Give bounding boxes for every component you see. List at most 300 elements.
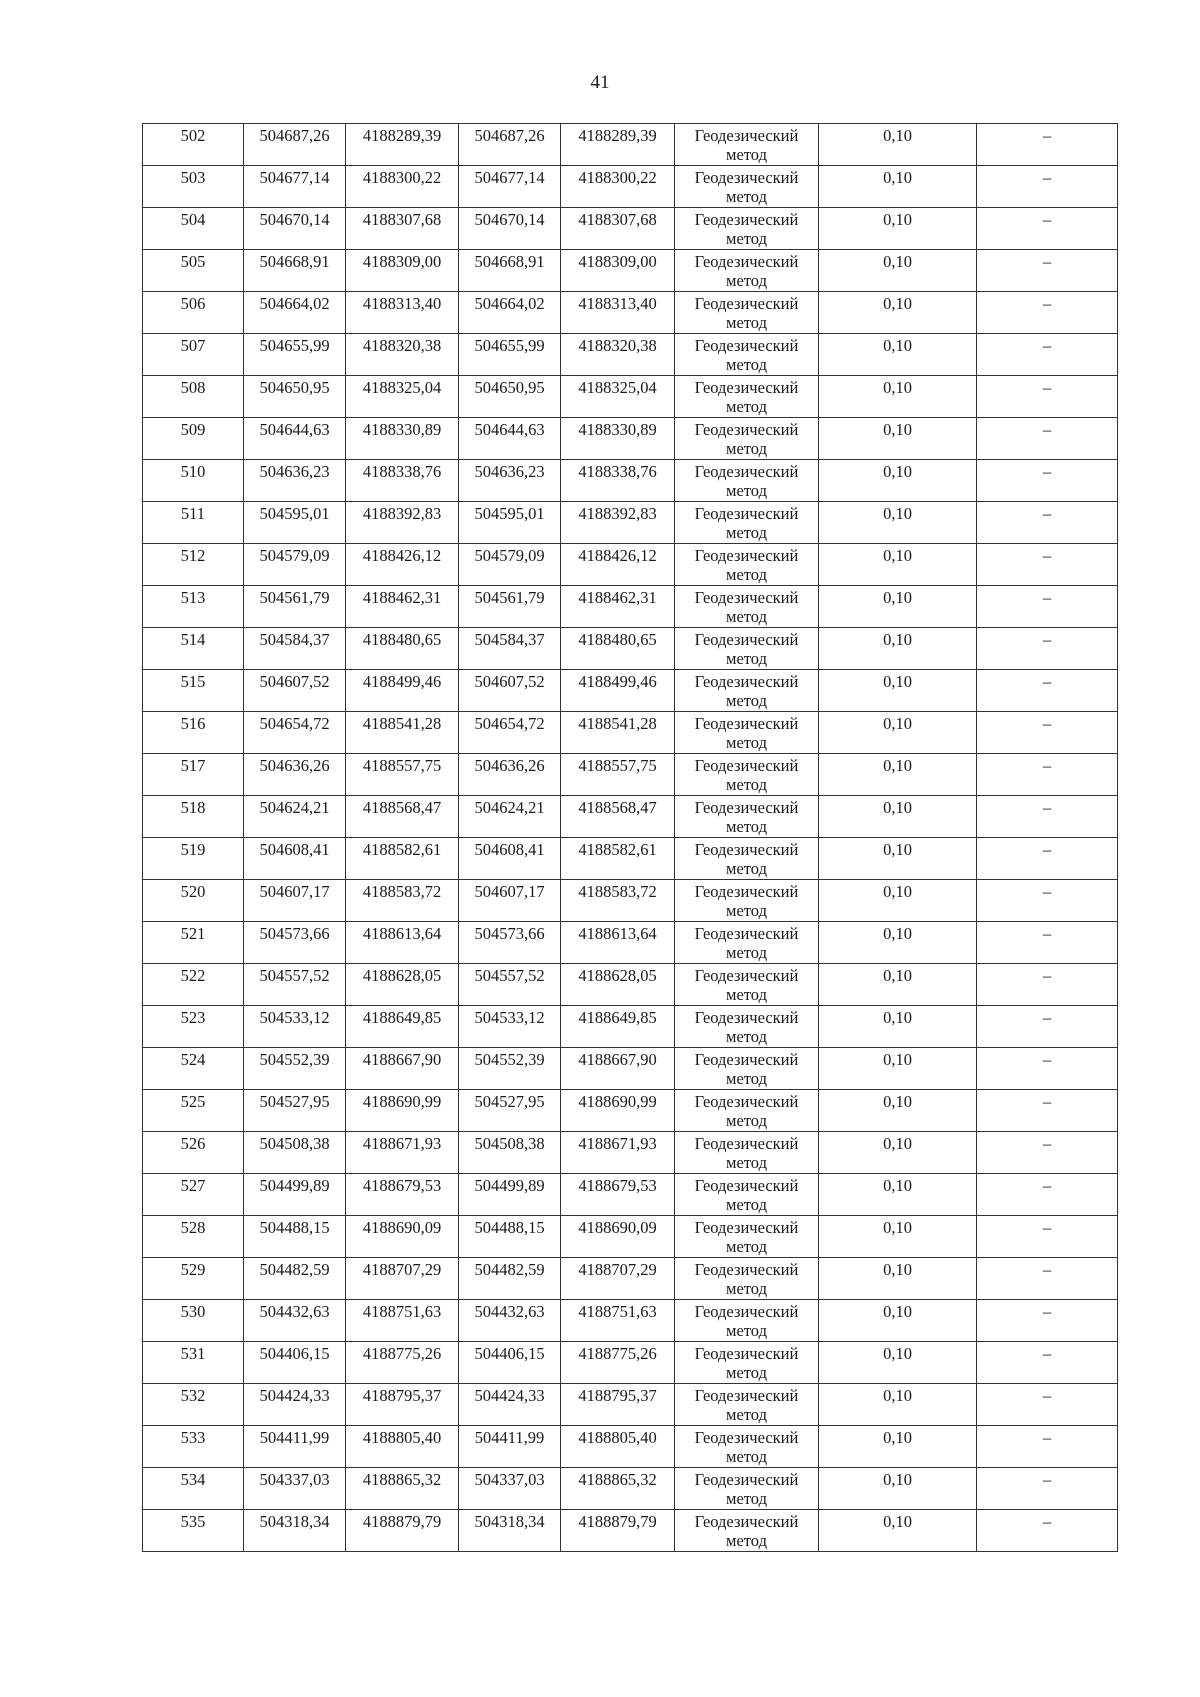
note-cell: – [977,670,1118,712]
method-line1: Геодезический [694,1386,799,1405]
y-new-cell: 4188330,89 [561,418,675,460]
method-cell [675,796,819,838]
accuracy-cell: 0,10 [819,670,977,712]
table-row [143,1048,1118,1090]
point-number-cell: 509 [143,418,244,460]
y-old-cell: 4188392,83 [346,502,459,544]
y-old-cell: 4188751,63 [346,1300,459,1342]
y-new-cell: 4188426,12 [561,544,675,586]
x-old-cell: 504533,12 [244,1006,346,1048]
note-cell: – [977,292,1118,334]
note-cell: – [977,334,1118,376]
x-old-cell: 504608,41 [244,838,346,880]
x-new-cell: 504482,59 [459,1258,561,1300]
point-number-cell: 504 [143,208,244,250]
y-old-cell: 4188583,72 [346,880,459,922]
x-old-cell: 504406,15 [244,1342,346,1384]
y-old-cell: 4188557,75 [346,754,459,796]
method-line2: метод [726,1363,767,1382]
accuracy-cell: 0,10 [819,628,977,670]
x-new-cell: 504318,34 [459,1510,561,1552]
method-line2: метод [726,649,767,668]
x-new-cell: 504664,02 [459,292,561,334]
method-cell [675,628,819,670]
y-old-cell: 4188805,40 [346,1426,459,1468]
x-old-cell: 504573,66 [244,922,346,964]
method-line2: метод [726,565,767,584]
x-new-cell: 504636,26 [459,754,561,796]
method-line1: Геодезический [694,1344,799,1363]
point-number-cell: 511 [143,502,244,544]
y-new-cell: 4188541,28 [561,712,675,754]
table-row [143,502,1118,544]
method-line2: метод [726,1321,767,1340]
method-line1: Геодезический [694,672,799,691]
point-number-cell: 528 [143,1216,244,1258]
x-old-cell: 504557,52 [244,964,346,1006]
y-old-cell: 4188325,04 [346,376,459,418]
table-row [143,1384,1118,1426]
method-line1: Геодезический [694,1428,799,1447]
point-number-cell: 520 [143,880,244,922]
y-new-cell: 4188751,63 [561,1300,675,1342]
x-new-cell: 504677,14 [459,166,561,208]
table-row [143,1174,1118,1216]
table-row [143,544,1118,586]
y-old-cell: 4188649,85 [346,1006,459,1048]
y-new-cell: 4188309,00 [561,250,675,292]
accuracy-cell: 0,10 [819,796,977,838]
table-row [143,796,1118,838]
accuracy-cell: 0,10 [819,250,977,292]
note-cell: – [977,376,1118,418]
method-line1: Геодезический [694,1512,799,1531]
method-line1: Геодезический [694,336,799,355]
y-old-cell: 4188320,38 [346,334,459,376]
method-line2: метод [726,943,767,962]
method-cell [675,418,819,460]
method-cell [675,838,819,880]
y-new-cell: 4188667,90 [561,1048,675,1090]
x-new-cell: 504561,79 [459,586,561,628]
y-old-cell: 4188289,39 [346,124,459,166]
method-line1: Геодезический [694,420,799,439]
accuracy-cell: 0,10 [819,1006,977,1048]
table-row [143,292,1118,334]
y-new-cell: 4188289,39 [561,124,675,166]
method-cell [675,922,819,964]
method-line1: Геодезический [694,1470,799,1489]
method-line2: метод [726,481,767,500]
table-row [143,712,1118,754]
method-cell [675,1132,819,1174]
x-old-cell: 504411,99 [244,1426,346,1468]
accuracy-cell: 0,10 [819,1468,977,1510]
y-new-cell: 4188690,09 [561,1216,675,1258]
x-old-cell: 504655,99 [244,334,346,376]
y-old-cell: 4188671,93 [346,1132,459,1174]
accuracy-cell: 0,10 [819,754,977,796]
note-cell: – [977,628,1118,670]
point-number-cell: 518 [143,796,244,838]
accuracy-cell: 0,10 [819,1342,977,1384]
accuracy-cell: 0,10 [819,1216,977,1258]
y-old-cell: 4188499,46 [346,670,459,712]
accuracy-cell: 0,10 [819,1384,977,1426]
accuracy-cell: 0,10 [819,1048,977,1090]
method-line1: Геодезический [694,882,799,901]
y-new-cell: 4188649,85 [561,1006,675,1048]
x-old-cell: 504579,09 [244,544,346,586]
point-number-cell: 522 [143,964,244,1006]
note-cell: – [977,880,1118,922]
method-line2: метод [726,733,767,752]
note-cell: – [977,796,1118,838]
note-cell: – [977,1090,1118,1132]
x-new-cell: 504499,89 [459,1174,561,1216]
x-new-cell: 504508,38 [459,1132,561,1174]
note-cell: – [977,586,1118,628]
method-cell [675,880,819,922]
y-new-cell: 4188671,93 [561,1132,675,1174]
y-new-cell: 4188679,53 [561,1174,675,1216]
method-cell [675,250,819,292]
y-old-cell: 4188613,64 [346,922,459,964]
page-number: 41 [590,72,610,93]
x-new-cell: 504670,14 [459,208,561,250]
y-new-cell: 4188707,29 [561,1258,675,1300]
note-cell: – [977,712,1118,754]
method-line2: метод [726,1153,767,1172]
method-line1: Геодезический [694,546,799,565]
table-row [143,1300,1118,1342]
accuracy-cell: 0,10 [819,964,977,1006]
x-new-cell: 504488,15 [459,1216,561,1258]
table-row [143,754,1118,796]
note-cell: – [977,1426,1118,1468]
accuracy-cell: 0,10 [819,586,977,628]
method-cell [675,1090,819,1132]
y-new-cell: 4188557,75 [561,754,675,796]
method-cell [675,460,819,502]
y-new-cell: 4188338,76 [561,460,675,502]
note-cell: – [977,1300,1118,1342]
accuracy-cell: 0,10 [819,712,977,754]
note-cell: – [977,208,1118,250]
method-cell [675,586,819,628]
x-new-cell: 504650,95 [459,376,561,418]
table-row [143,1468,1118,1510]
x-new-cell: 504584,37 [459,628,561,670]
method-line2: метод [726,1237,767,1256]
table-row [143,1258,1118,1300]
table-row [143,1090,1118,1132]
note-cell: – [977,1174,1118,1216]
point-number-cell: 510 [143,460,244,502]
method-line2: метод [726,1531,767,1550]
note-cell: – [977,544,1118,586]
table-row [143,1426,1118,1468]
method-line1: Геодезический [694,1176,799,1195]
y-new-cell: 4188392,83 [561,502,675,544]
y-new-cell: 4188582,61 [561,838,675,880]
accuracy-cell: 0,10 [819,922,977,964]
x-new-cell: 504595,01 [459,502,561,544]
x-old-cell: 504424,33 [244,1384,346,1426]
method-cell [675,1510,819,1552]
x-old-cell: 504432,63 [244,1300,346,1342]
x-new-cell: 504533,12 [459,1006,561,1048]
point-number-cell: 513 [143,586,244,628]
x-new-cell: 504608,41 [459,838,561,880]
method-line1: Геодезический [694,1008,799,1027]
accuracy-cell: 0,10 [819,880,977,922]
method-line2: метод [726,985,767,1004]
method-line2: метод [726,1279,767,1298]
method-cell [675,502,819,544]
accuracy-cell: 0,10 [819,292,977,334]
method-cell [675,208,819,250]
accuracy-cell: 0,10 [819,166,977,208]
note-cell: – [977,1384,1118,1426]
method-cell [675,1048,819,1090]
method-line2: метод [726,523,767,542]
table-row [143,418,1118,460]
x-new-cell: 504607,17 [459,880,561,922]
x-old-cell: 504644,63 [244,418,346,460]
table-row [143,460,1118,502]
method-line2: метод [726,271,767,290]
x-old-cell: 504488,15 [244,1216,346,1258]
x-new-cell: 504644,63 [459,418,561,460]
table-row [143,628,1118,670]
note-cell: – [977,502,1118,544]
y-new-cell: 4188499,46 [561,670,675,712]
accuracy-cell: 0,10 [819,376,977,418]
method-cell [675,670,819,712]
coordinates-table [142,123,1118,1552]
method-cell [675,334,819,376]
note-cell: – [977,754,1118,796]
point-number-cell: 521 [143,922,244,964]
accuracy-cell: 0,10 [819,1510,977,1552]
note-cell: – [977,1006,1118,1048]
accuracy-cell: 0,10 [819,208,977,250]
point-number-cell: 523 [143,1006,244,1048]
method-line2: метод [726,1447,767,1466]
method-cell [675,1384,819,1426]
point-number-cell: 526 [143,1132,244,1174]
method-line1: Геодезический [694,714,799,733]
method-line1: Геодезический [694,1218,799,1237]
x-old-cell: 504677,14 [244,166,346,208]
method-line2: метод [726,1405,767,1424]
note-cell: – [977,1468,1118,1510]
accuracy-cell: 0,10 [819,1090,977,1132]
y-new-cell: 4188879,79 [561,1510,675,1552]
point-number-cell: 503 [143,166,244,208]
note-cell: – [977,838,1118,880]
y-new-cell: 4188805,40 [561,1426,675,1468]
point-number-cell: 508 [143,376,244,418]
point-number-cell: 515 [143,670,244,712]
method-line1: Геодезический [694,1302,799,1321]
y-new-cell: 4188628,05 [561,964,675,1006]
y-new-cell: 4188795,37 [561,1384,675,1426]
x-old-cell: 504499,89 [244,1174,346,1216]
method-cell [675,754,819,796]
method-line2: метод [726,1489,767,1508]
method-line2: метод [726,397,767,416]
y-new-cell: 4188690,99 [561,1090,675,1132]
y-old-cell: 4188541,28 [346,712,459,754]
method-line1: Геодезический [694,840,799,859]
x-new-cell: 504636,23 [459,460,561,502]
method-line1: Геодезический [694,630,799,649]
y-new-cell: 4188325,04 [561,376,675,418]
y-old-cell: 4188313,40 [346,292,459,334]
point-number-cell: 502 [143,124,244,166]
method-line2: метод [726,229,767,248]
point-number-cell: 514 [143,628,244,670]
table-row [143,964,1118,1006]
method-cell [675,712,819,754]
point-number-cell: 529 [143,1258,244,1300]
y-old-cell: 4188795,37 [346,1384,459,1426]
method-line1: Геодезический [694,504,799,523]
y-new-cell: 4188583,72 [561,880,675,922]
method-cell [675,376,819,418]
table-row [143,166,1118,208]
y-new-cell: 4188480,65 [561,628,675,670]
point-number-cell: 533 [143,1426,244,1468]
point-number-cell: 506 [143,292,244,334]
x-old-cell: 504650,95 [244,376,346,418]
method-cell [675,1006,819,1048]
point-number-cell: 519 [143,838,244,880]
y-new-cell: 4188568,47 [561,796,675,838]
x-old-cell: 504624,21 [244,796,346,838]
x-old-cell: 504482,59 [244,1258,346,1300]
method-line1: Геодезический [694,378,799,397]
x-old-cell: 504687,26 [244,124,346,166]
x-new-cell: 504607,52 [459,670,561,712]
x-new-cell: 504337,03 [459,1468,561,1510]
y-new-cell: 4188462,31 [561,586,675,628]
x-new-cell: 504406,15 [459,1342,561,1384]
method-cell [675,166,819,208]
method-cell [675,1300,819,1342]
x-new-cell: 504687,26 [459,124,561,166]
method-line2: метод [726,313,767,332]
y-new-cell: 4188613,64 [561,922,675,964]
note-cell: – [977,1510,1118,1552]
method-line1: Геодезический [694,210,799,229]
point-number-cell: 507 [143,334,244,376]
note-cell: – [977,1216,1118,1258]
method-cell [675,544,819,586]
table-row [143,880,1118,922]
method-line2: метод [726,1195,767,1214]
method-cell [675,1174,819,1216]
table-row [143,1510,1118,1552]
x-old-cell: 504668,91 [244,250,346,292]
x-old-cell: 504318,34 [244,1510,346,1552]
note-cell: – [977,460,1118,502]
y-old-cell: 4188330,89 [346,418,459,460]
y-old-cell: 4188775,26 [346,1342,459,1384]
accuracy-cell: 0,10 [819,1426,977,1468]
point-number-cell: 531 [143,1342,244,1384]
method-cell [675,1342,819,1384]
method-line1: Геодезический [694,588,799,607]
y-old-cell: 4188462,31 [346,586,459,628]
method-line2: метод [726,691,767,710]
method-cell [675,1468,819,1510]
method-line2: метод [726,145,767,164]
note-cell: – [977,418,1118,460]
table-row [143,1132,1118,1174]
x-old-cell: 504561,79 [244,586,346,628]
table-row [143,1342,1118,1384]
x-new-cell: 504552,39 [459,1048,561,1090]
method-line2: метод [726,1027,767,1046]
point-number-cell: 505 [143,250,244,292]
method-line1: Геодезический [694,798,799,817]
method-cell [675,124,819,166]
method-line2: метод [726,901,767,920]
y-old-cell: 4188690,99 [346,1090,459,1132]
accuracy-cell: 0,10 [819,838,977,880]
x-new-cell: 504432,63 [459,1300,561,1342]
y-old-cell: 4188582,61 [346,838,459,880]
note-cell: – [977,1048,1118,1090]
table-row [143,670,1118,712]
point-number-cell: 516 [143,712,244,754]
x-new-cell: 504654,72 [459,712,561,754]
x-old-cell: 504508,38 [244,1132,346,1174]
x-old-cell: 504654,72 [244,712,346,754]
point-number-cell: 517 [143,754,244,796]
point-number-cell: 535 [143,1510,244,1552]
note-cell: – [977,124,1118,166]
y-old-cell: 4188679,53 [346,1174,459,1216]
method-cell [675,292,819,334]
x-new-cell: 504624,21 [459,796,561,838]
x-old-cell: 504670,14 [244,208,346,250]
note-cell: – [977,250,1118,292]
y-old-cell: 4188667,90 [346,1048,459,1090]
accuracy-cell: 0,10 [819,334,977,376]
method-line1: Геодезический [694,924,799,943]
table-row [143,838,1118,880]
accuracy-cell: 0,10 [819,1132,977,1174]
table-row [143,1006,1118,1048]
note-cell: – [977,964,1118,1006]
y-old-cell: 4188480,65 [346,628,459,670]
x-old-cell: 504337,03 [244,1468,346,1510]
method-cell [675,1258,819,1300]
table-row [143,586,1118,628]
method-line2: метод [726,859,767,878]
x-old-cell: 504636,26 [244,754,346,796]
y-old-cell: 4188426,12 [346,544,459,586]
method-line1: Геодезический [694,1092,799,1111]
note-cell: – [977,922,1118,964]
point-number-cell: 524 [143,1048,244,1090]
x-new-cell: 504527,95 [459,1090,561,1132]
note-cell: – [977,1258,1118,1300]
